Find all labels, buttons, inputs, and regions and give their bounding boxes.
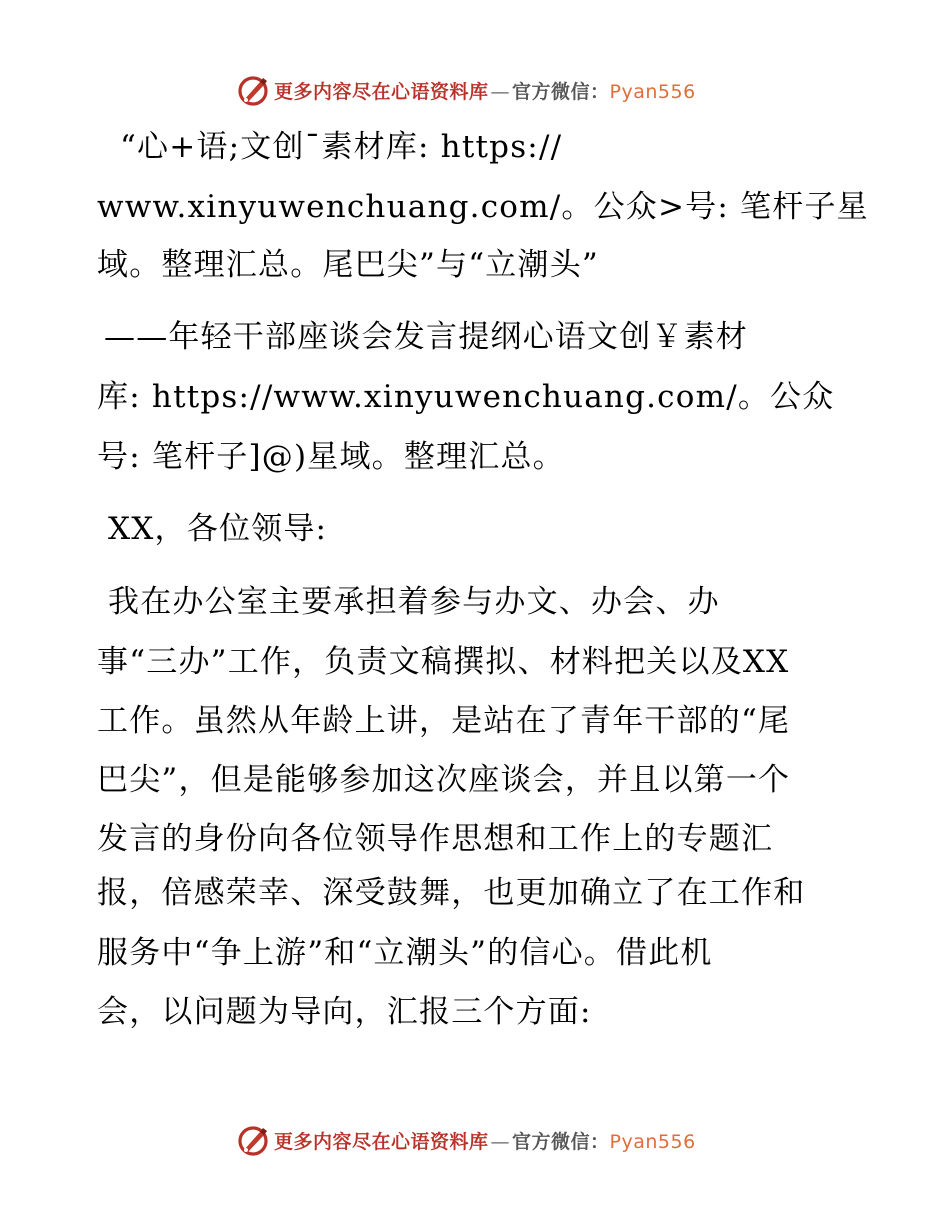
text-line: www.xinyuwenchuang.com/。公众>号: 笔杆子星 [97,189,869,225]
watermark-text: 更多内容尽在心语资料库 — 官方微信：Pyan556 [274,1130,696,1153]
watermark-text: 更多内容尽在心语资料库 — 官方微信：Pyan556 [274,80,696,103]
text-line: 我在办公室主要承担着参与办文、办会、办 [108,584,720,620]
text-line: 域。整理汇总。尾巴尖”与“立潮头” [97,247,599,283]
text-line: ——年轻干部座谈会发言提纲心语文创￥素材 [104,319,748,355]
pen-logo-icon [236,1123,270,1157]
text-line: 会，以问题为导向，汇报三个方面: [97,994,592,1030]
text-line: 库: https://www.xinyuwenchuang.com/。公众 [97,379,835,415]
text-line: 工作。虽然从年龄上讲，是站在了青年干部的“尾 [97,703,791,739]
text-line: 号: 笔杆子]@)星域。整理汇总。 [97,439,565,475]
footer-watermark [236,1122,716,1158]
text-line: 报，倍感荣幸、深受鼓舞，也更加确立了在工作和 [97,875,806,911]
text-line: 巴尖”，但是能够参加这次座谈会，并且以第一个 [97,762,791,798]
salutation: XX，各位领导: [108,511,328,547]
text-line: 服务中“争上游”和“立潮头”的信心。借此机 [97,935,713,971]
text-line: “心+语;文创¯素材库: https:// [120,129,563,165]
text-line: 发言的身份向各位领导作思想和工作上的专题汇 [97,821,774,857]
text-line: 事“三办”工作，负责文稿撰拟、材料把关以及XX [97,644,790,680]
